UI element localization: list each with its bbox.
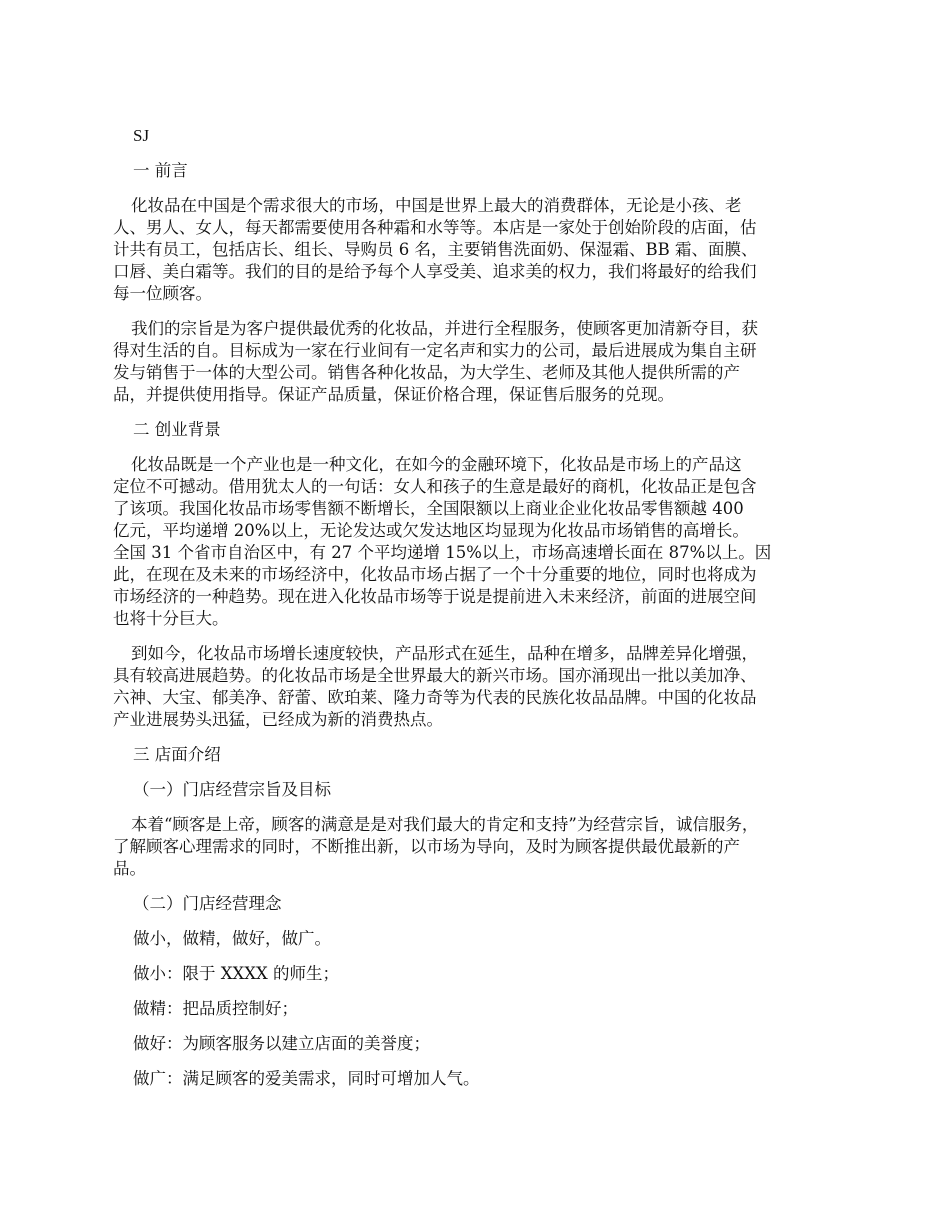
section-heading-background: 二 创业背景 [133,420,221,439]
paragraph-background-1: 化妆品既是一个产业也是一种文化，在如今的金融环境下，化妆品是市场上的产品这 定位不可撼动。借用犹太人的一句话：女人和孩子的生意是最好的商机，化妆品正是包含 了该项。我国化妆品市场零售额不断增长，全国限额以上商业企业化妆品零售额越 400 亿元，平均递增 20%以上，无论发达或欠发达地区均显现为化妆品市场销售的高增长。 全国 31 个省市自治区中，有 27 个平均递增 15%以上，市场高速增长面在 87%以上。因 此，在现在及未来的市场经济中，化妆品市场占据了一个十分重要的地位，同时也将成为 市场经济的一种趋势。现在进入化妆品市场等于说是提前进入未来经济，前面的进展空间 也将十分巨大。 [113,455,772,628]
philosophy-line-5: 做广：满足顾客的爱美需求，同时可增加人气。 [133,1069,480,1088]
subsection-heading-purpose: （一）门店经营宗旨及目标 [133,780,331,799]
philosophy-line-1: 做小，做精，做好，做广。 [133,929,331,948]
section-heading-store: 三 店面介绍 [133,745,221,764]
document-body [113,125,839,1103]
section-heading-preface: 一 前言 [133,161,188,180]
paragraph-purpose: 本着“顾客是上帝，顾客的满意是是对我们最大的肯定和支持”为经营宗旨，诚信服务， 了解顾客心理需求的同时，不断推出新，以市场为导向，及时为顾客提供最优最新的产 品。 [113,815,759,878]
paragraph-preface-2: 我们的宗旨是为客户提供最优秀的化妆品，并进行全程服务，使顾客更加清新夺目，获 得对生活的自。目标成为一家在行业间有一定名声和实力的公司，最后进展成为集自主研 发与销售于一体的大型公司。销售各种化妆品，为大学生、老师及其他人提供所需的产 品，并提供使用指导。保证产品质量，保证价格合理，保证售后服务的兑现。 [113,319,758,404]
philosophy-line-2: 做小：限于 XXXX 的师生； [133,964,339,983]
document-code: SJ [133,126,150,145]
subsection-heading-philosophy: （二）门店经营理念 [133,894,282,913]
paragraph-background-2: 到如今，化妆品市场增长速度较快，产品形式在延生，品种在增多，品牌差异化增强， 具有较高进展趋势。的化妆品市场是全世界最大的新兴市场。国亦涌现出一批以美加净、 六神、大宝、郁美净、舒蕾、欧珀莱、隆力奇等为代表的民族化妆品品牌。中国的化妆品 产业进展势头迅猛，已经成为新的消费热点。 [113,644,758,729]
paragraph-preface-1: 化妆品在中国是个需求很大的市场，中国是世界上最大的消费群体，无论是小孩、老 人、男人、女人，每天都需要使用各种霜和水等等。本店是一家处于创始阶段的店面，估 计共有员工，包括店长、组长、导购员 6 名，主要销售洗面奶、保湿霜、BB 霜、面膜、 口唇、美白霜等。我们的目的是给予每个人享受美、追求美的权力，我们将最好的给我们 每一位顾客。 [113,196,758,303]
philosophy-line-3: 做精：把品质控制好； [133,999,298,1018]
philosophy-line-4: 做好：为顾客服务以建立店面的美誉度； [133,1034,430,1053]
